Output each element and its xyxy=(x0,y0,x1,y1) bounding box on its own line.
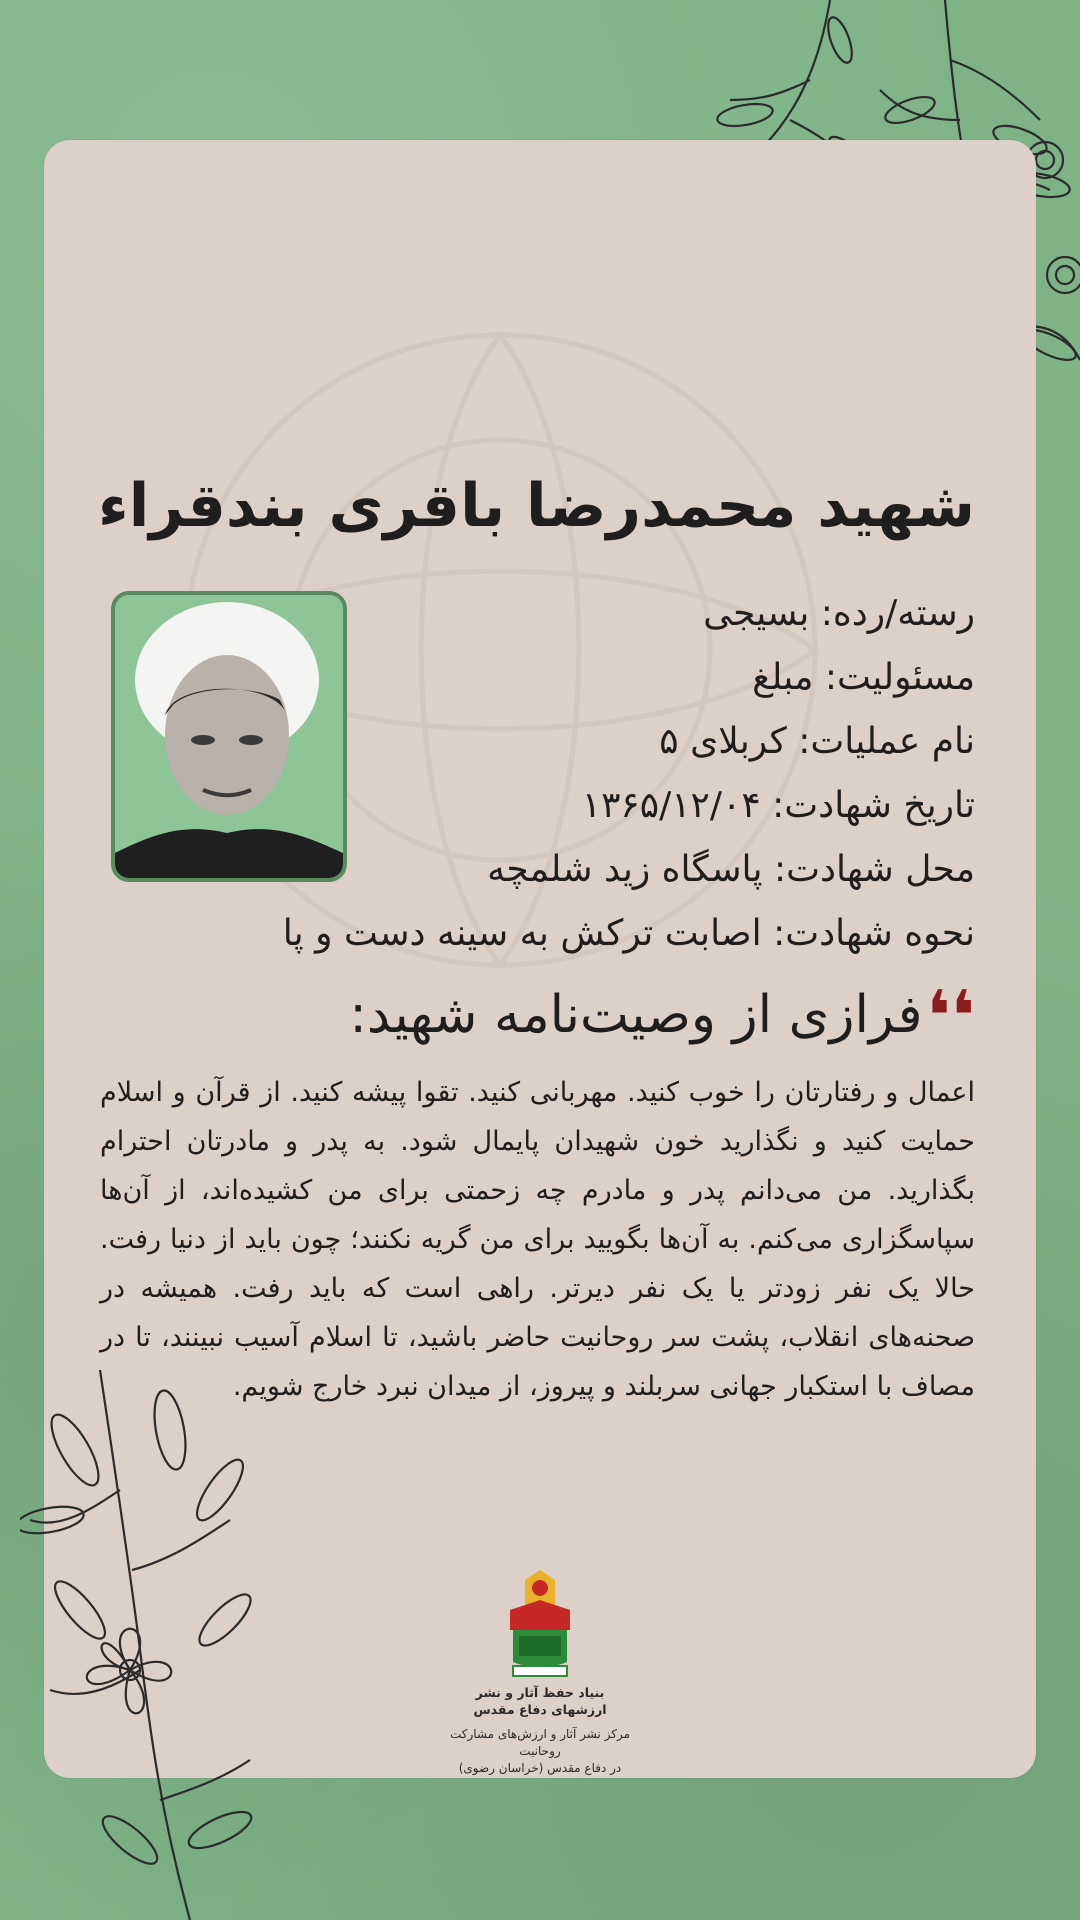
martyr-info-list xyxy=(215,582,975,966)
quote-mark-icon: ❛❛ xyxy=(926,975,975,1057)
responsibility-field: مسئولیت: مبلغ xyxy=(752,657,975,698)
testament-heading-text: فرازی از وصیت‌نامه شهید: xyxy=(349,985,923,1045)
logo-line-2: ارزشهای دفاع مقدس xyxy=(473,1702,607,1717)
rank-field: رسته/رده: بسیجی xyxy=(703,593,975,634)
martyr-name-title: شهید محمدرضا باقری بندقراء xyxy=(98,471,975,541)
logo-line-1: بنیاد حفظ آثار و نشر xyxy=(475,1685,605,1700)
foundation-logo xyxy=(430,1570,650,1777)
testament-heading xyxy=(125,975,975,1057)
logo-line-4: در دفاع مقدس (خراسان رضوی) xyxy=(458,1761,622,1775)
testament-text: اعمال و رفتارتان را خوب کنید. مهربانی کنید. تقوا پیشه کنید. از قرآن و اسلام حمایت کنید و نگذارید خون شهیدان پایمال شود. به پدر و مادرتان احترام بگذارید. من می‌دانم پدر و مادرم چه زحمتی برای من کشیده‌اند، از آن‌ها سپاسگزاری می‌کنم. به آن‌ها بگویید برای من گریه نکنند؛ چون باید از دنیا رفت. حالا یک نفر زودتر یا یک نفر دیرتر. راهی است که باید رفت. همیشه در صحنه‌های انقلاب، پشت سر روحانیت حاضر باشید، تا اسلام آسیب نبینند، تا در مصاف با استکبار جهانی سربلند و پیروز، از میدان نبرد خارج شویم. xyxy=(100,1077,975,1402)
operation-field: نام عملیات: کربلای ۵ xyxy=(659,721,975,762)
bottom-left-flower-decoration xyxy=(20,1370,280,1920)
martyrdom-place-field: محل شهادت: پاسگاه زید شلمچه xyxy=(487,849,975,890)
martyrdom-manner-field: نحوه شهادت: اصابت ترکش به سینه دست و پا xyxy=(282,913,975,954)
foundation-emblem-icon xyxy=(495,1570,585,1680)
logo-line-3: مرکز نشر آثار و ارزش‌های مشارکت روحانیت xyxy=(449,1727,631,1758)
martyrdom-date-field: تاریخ شهادت: ۱۳۶۵/۱۲/۰۴ xyxy=(581,785,975,826)
